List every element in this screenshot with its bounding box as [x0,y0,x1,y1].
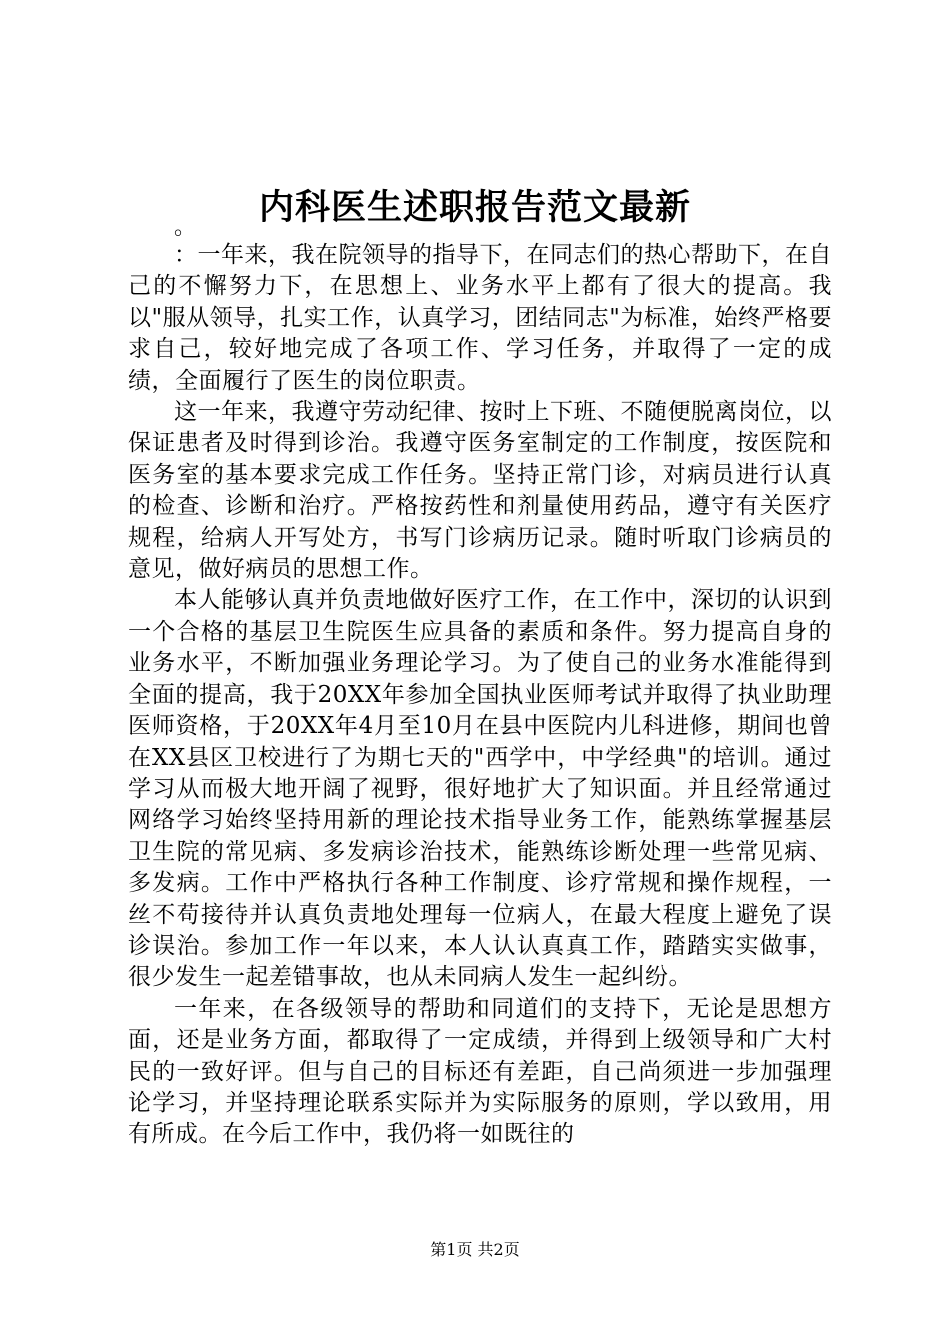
paragraph-3: 本人能够认真并负责地做好医疗工作，在工作中，深切的认识到一个合格的基层卫生院医生应具备的素质和条件。努力提高自身的业务水平，不断加强业务理论学习。为了使自己的业务水准能得到全面的提高，我于20XX年参加全国执业医师考试并取得了执业助理医师资格，于20XX年4月至10月在县中医院内儿科进修，期间也曾在XX县区卫校进行了为期七天的"西学中，中学经典"的培训。通过学习从而极大地开阔了视野，很好地扩大了知识面。并且经常通过网络学习始终坚持用新的理论技术指导业务工作，能熟练掌握基层卫生院的常见病、多发病诊治技术，能熟练诊断处理一些常见病、多发病。工作中严格执行各种工作制度、诊疗常规和操作规程，一丝不苟接待并认真负责地处理每一位病人，在最大程度上避免了误诊误治。参加工作一年以来，本人认认真真工作，踏踏实实做事，很少发生一起差错事故，也从未同病人发生一起纠纷。 [128,587,832,991]
document-title: 内科医生述职报告范文最新 [258,187,691,228]
paragraph-2: 这一年来，我遵守劳动纪律、按时上下班、不随便脱离岗位，以保证患者及时得到诊治。我遵守医务室制定的工作制度，按医院和医务室的基本要求完成工作任务。坚持正常门诊，对病员进行认真的检查、诊断和治疗。严格按药性和剂量使用药品，遵守有关医疗规程，给病人开写处方，书写门诊病历记录。随时听取门诊病员的意见，做好病员的思想工作。 [128,399,832,583]
paragraph-1: ：一年来，我在院领导的指导下，在同志们的热心帮助下，在自己的不懈努力下，在思想上、业务水平上都有了很大的提高。我以"服从领导，扎实工作，认真学习，团结同志"为标准，始终严格要求自己，较好地完成了各项工作、学习任务，并取得了一定的成绩，全面履行了医生的岗位职责。 [128,242,832,394]
document-body [128,240,832,1151]
subtitle-mark: 。 [174,215,197,240]
page-footer: 第1页 共2页 [430,1240,520,1259]
paragraph-4: 一年来，在各级领导的帮助和同道们的支持下，无论是思想方面，还是业务方面，都取得了一定成绩，并得到上级领导和广大村民的一致好评。但与自己的目标还有差距，自己尚须进一步加强理论学习，并坚持理论联系实际并为实际服务的原则，学以致用，用有所成。在今后工作中，我仍将一如既往的 [128,995,832,1148]
